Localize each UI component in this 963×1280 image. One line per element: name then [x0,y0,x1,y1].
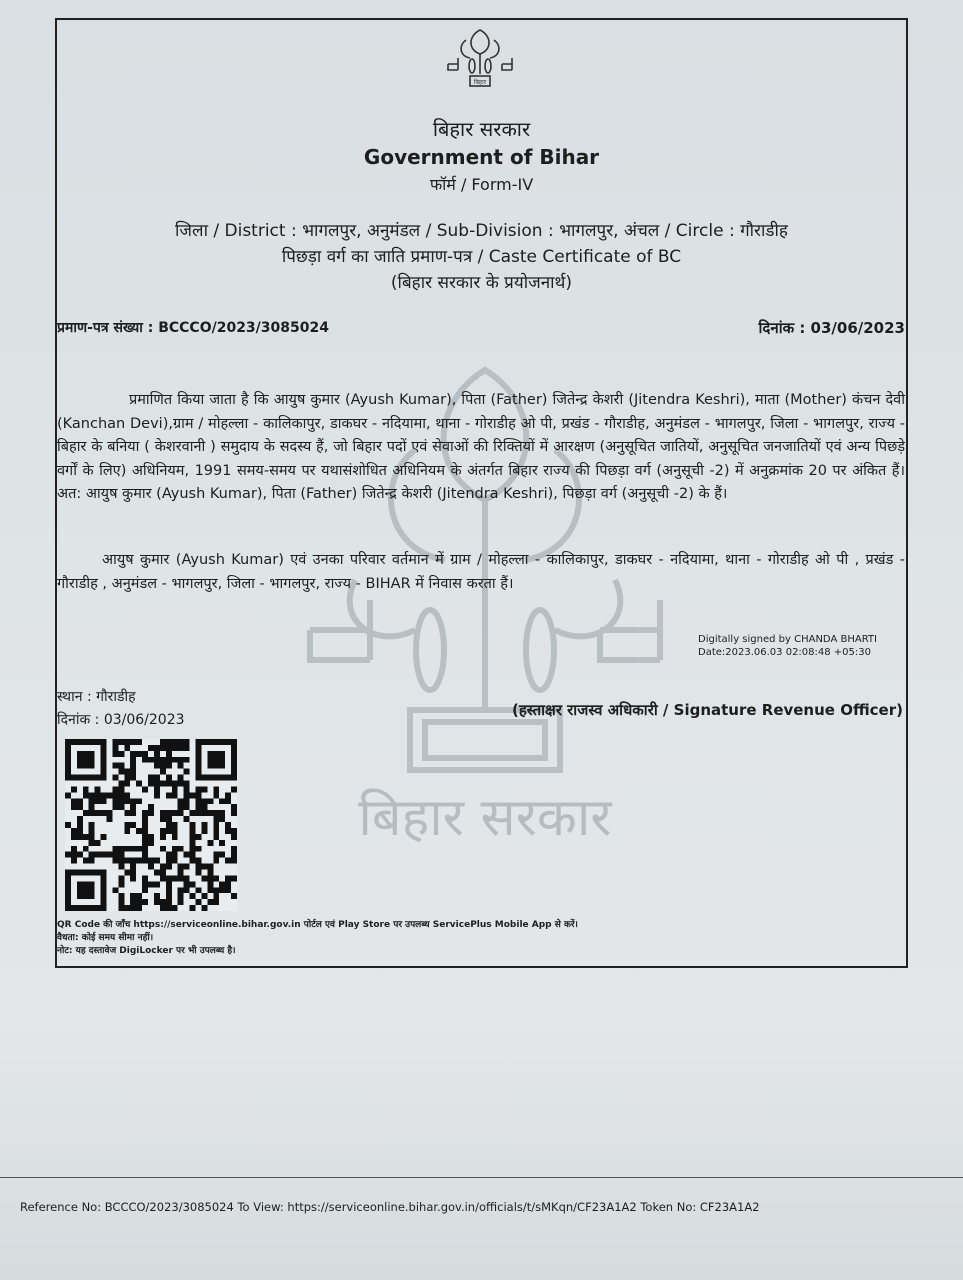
certificate-number: प्रमाण-पत्र संख्या : BCCCO/2023/3085024 [57,320,329,336]
place-date: दिनांक : 03/06/2023 [57,712,185,728]
govt-title-english: Government of Bihar [363,145,600,169]
emblem-text: बिहार [473,79,487,86]
place-and-date [57,686,185,732]
place: स्थान : गौराडीह [57,689,136,705]
qr-verification-note: QR Code की जाँच https://serviceonline.bihar.gov.in पोर्टल एवं Play Store पर उपलब्ध ServicePlus Mobile App से करें। [57,920,578,930]
govt-title-hindi: बिहार सरकार [432,117,531,141]
certificate-body-para1: प्रमाणित किया जाता है कि आयुष कुमार (Ayush Kumar), पिता (Father) जितेन्द्र केशरी (Jitendra Keshri), माता (Mother) कंचन देवी (Kanchan Devi),ग्राम / मोहल्ला - कालिकापुर, डाकघर - नदियामा, थाना - गोराडीह ओ पी, प्रखंड - गौराडीह, अनुमंडल - भागलपुर, जिला - भागलपुर, राज्य - बिहार के बनिया ( केशरवानी ) समुदाय के सदस्य हैं, जो बिहार पदों एवं सेवाओं की रिक्तियों में आरक्षण (अनुसूचित जातियों, अनुसूचित जनजातियों एवं अन्य पिछड़े वर्गों के लिए) अधिनियम, 1991 समय-समय पर यथासंशोधित अधिनियम के अंतर्गत बिहार राज्य की पिछड़ा वर्ग (अनुसूची -2) में अनुक्रमांक 20 पर अंकित हैं। अत: आयुष कुमार (Ayush Kumar), पिता (Father) जितेन्द्र केशरी (Jitendra Keshri), पिछड़ा वर्ग (अनुसूची -2) के हैं। [57,392,905,503]
location-line: जिला / District : भागलपुर, अनुमंडल / Sub-Division : भागलपुर, अंचल / Circle : गौराडीह [175,221,788,241]
signature-label: (हस्ताक्षर राजस्व अधिकारी / Signature Revenue Officer) [511,701,903,719]
reference-line: Reference No: BCCCO/2023/3085024 To View: https://serviceonline.bihar.gov.in/officials/t/sMKqn/CF23A1A2 Token No: CF23A1A2 [20,1200,760,1214]
divider [0,1177,963,1178]
bihar-emblem-icon [440,26,520,90]
certificate-purpose: (बिहार सरकार के प्रयोजनार्थ) [390,273,573,293]
footnotes [57,919,578,958]
watermark-text: बिहार सरकार [358,788,612,848]
digital-signature-signer: Digitally signed by CHANDA BHARTI [698,634,877,645]
digital-signature-date: Date:2023.06.03 02:08:48 +05:30 [698,647,871,658]
issue-date: दिनांक : 03/06/2023 [758,319,905,337]
digital-signature [698,633,877,659]
digilocker-note: नोट: यह दस्तावेज DigiLocker पर भी उपलब्ध है। [57,946,236,956]
validity-note: वैधता: कोई समय सीमा नहीं। [57,933,154,943]
certificate-body-para2: आयुष कुमार (Ayush Kumar) एवं उनका परिवार वर्तमान में ग्राम / मोहल्ला - कालिकापुर, डाकघर - नदियामा, थाना - गोराडीह ओ पी , प्रखंड - गौराडीह , अनुमंडल - भागलपुर, जिला - भागलपुर, राज्य - BIHAR में निवास करता हैं। [57,552,905,592]
qr-code[interactable] [65,739,237,911]
certificate-title: पिछड़ा वर्ग का जाति प्रमाण-पत्र / Caste Certificate of BC [281,247,682,267]
form-label: फॉर्म / Form-IV [429,175,534,194]
